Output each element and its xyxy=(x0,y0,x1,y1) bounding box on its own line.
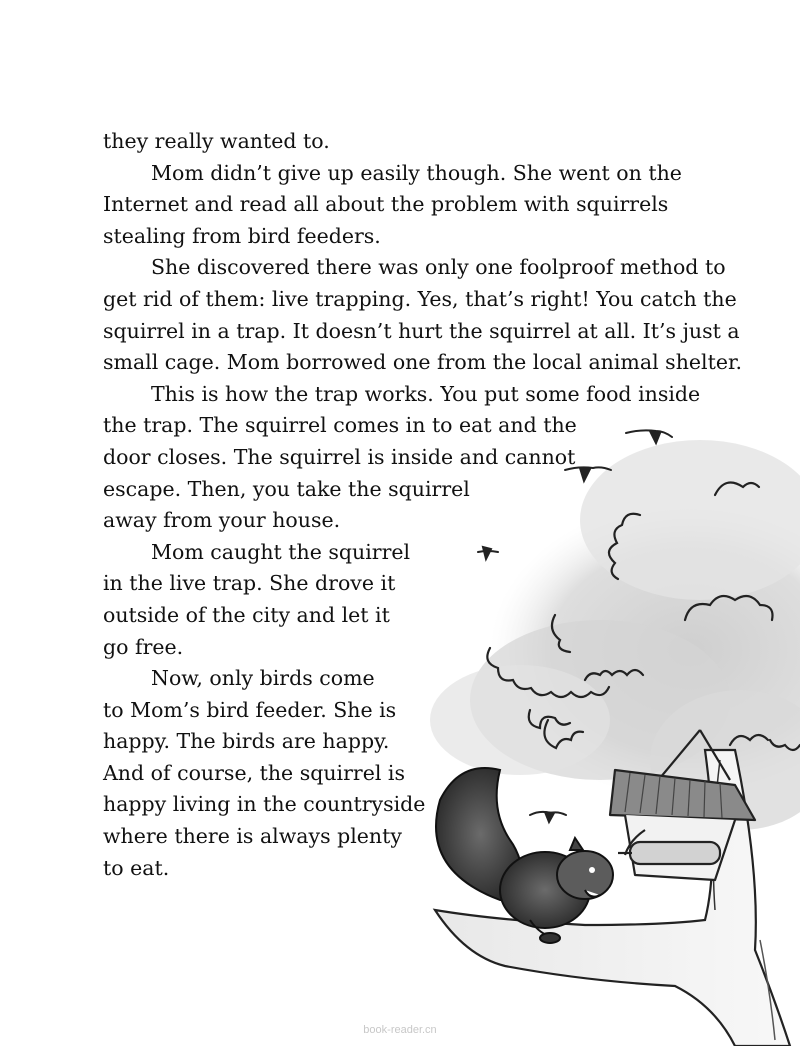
text-line: Internet and read all about the problem with squirrels xyxy=(103,192,669,217)
text-line: outside of the city and let it xyxy=(103,602,390,627)
text-line: small cage. Mom borrowed one from the local animal shelter. xyxy=(103,350,743,375)
text-line: Mom caught the squirrel xyxy=(151,539,411,564)
text-line: where there is always plenty xyxy=(103,824,402,849)
footer-watermark: book-reader.cn xyxy=(363,1024,437,1036)
text-line: happy. The birds are happy. xyxy=(103,729,390,754)
text-line: escape. Then, you take the squirrel xyxy=(103,476,470,501)
text-line: go free. xyxy=(103,634,184,659)
text-line: Mom didn’t give up easily though. She went on the xyxy=(151,160,682,185)
text-line: stealing from bird feeders. xyxy=(103,223,381,248)
text-line: the trap. The squirrel comes in to eat and the xyxy=(103,413,577,438)
text-line: And of course, the squirrel is xyxy=(103,760,405,785)
text-line: away from your house. xyxy=(103,508,341,533)
text-line: to eat. xyxy=(103,855,170,880)
story-text xyxy=(103,126,743,884)
text-line: they really wanted to. xyxy=(103,129,330,153)
text-line: to Mom’s bird feeder. She is xyxy=(103,697,397,722)
text-line: get rid of them: live trapping. Yes, that’s right! You catch the xyxy=(103,286,737,311)
text-line: She discovered there was only one foolproof method to xyxy=(151,255,726,280)
text-line: squirrel in a trap. It doesn’t hurt the squirrel at all. It’s just a xyxy=(103,318,740,343)
text-line: door closes. The squirrel is inside and cannot xyxy=(103,444,576,469)
text-line: happy living in the countryside xyxy=(103,792,426,817)
text-line: This is how the trap works. You put some food inside xyxy=(151,381,701,406)
text-line: Now, only birds come xyxy=(151,666,375,691)
text-line: in the live trap. She drove it xyxy=(103,571,396,596)
